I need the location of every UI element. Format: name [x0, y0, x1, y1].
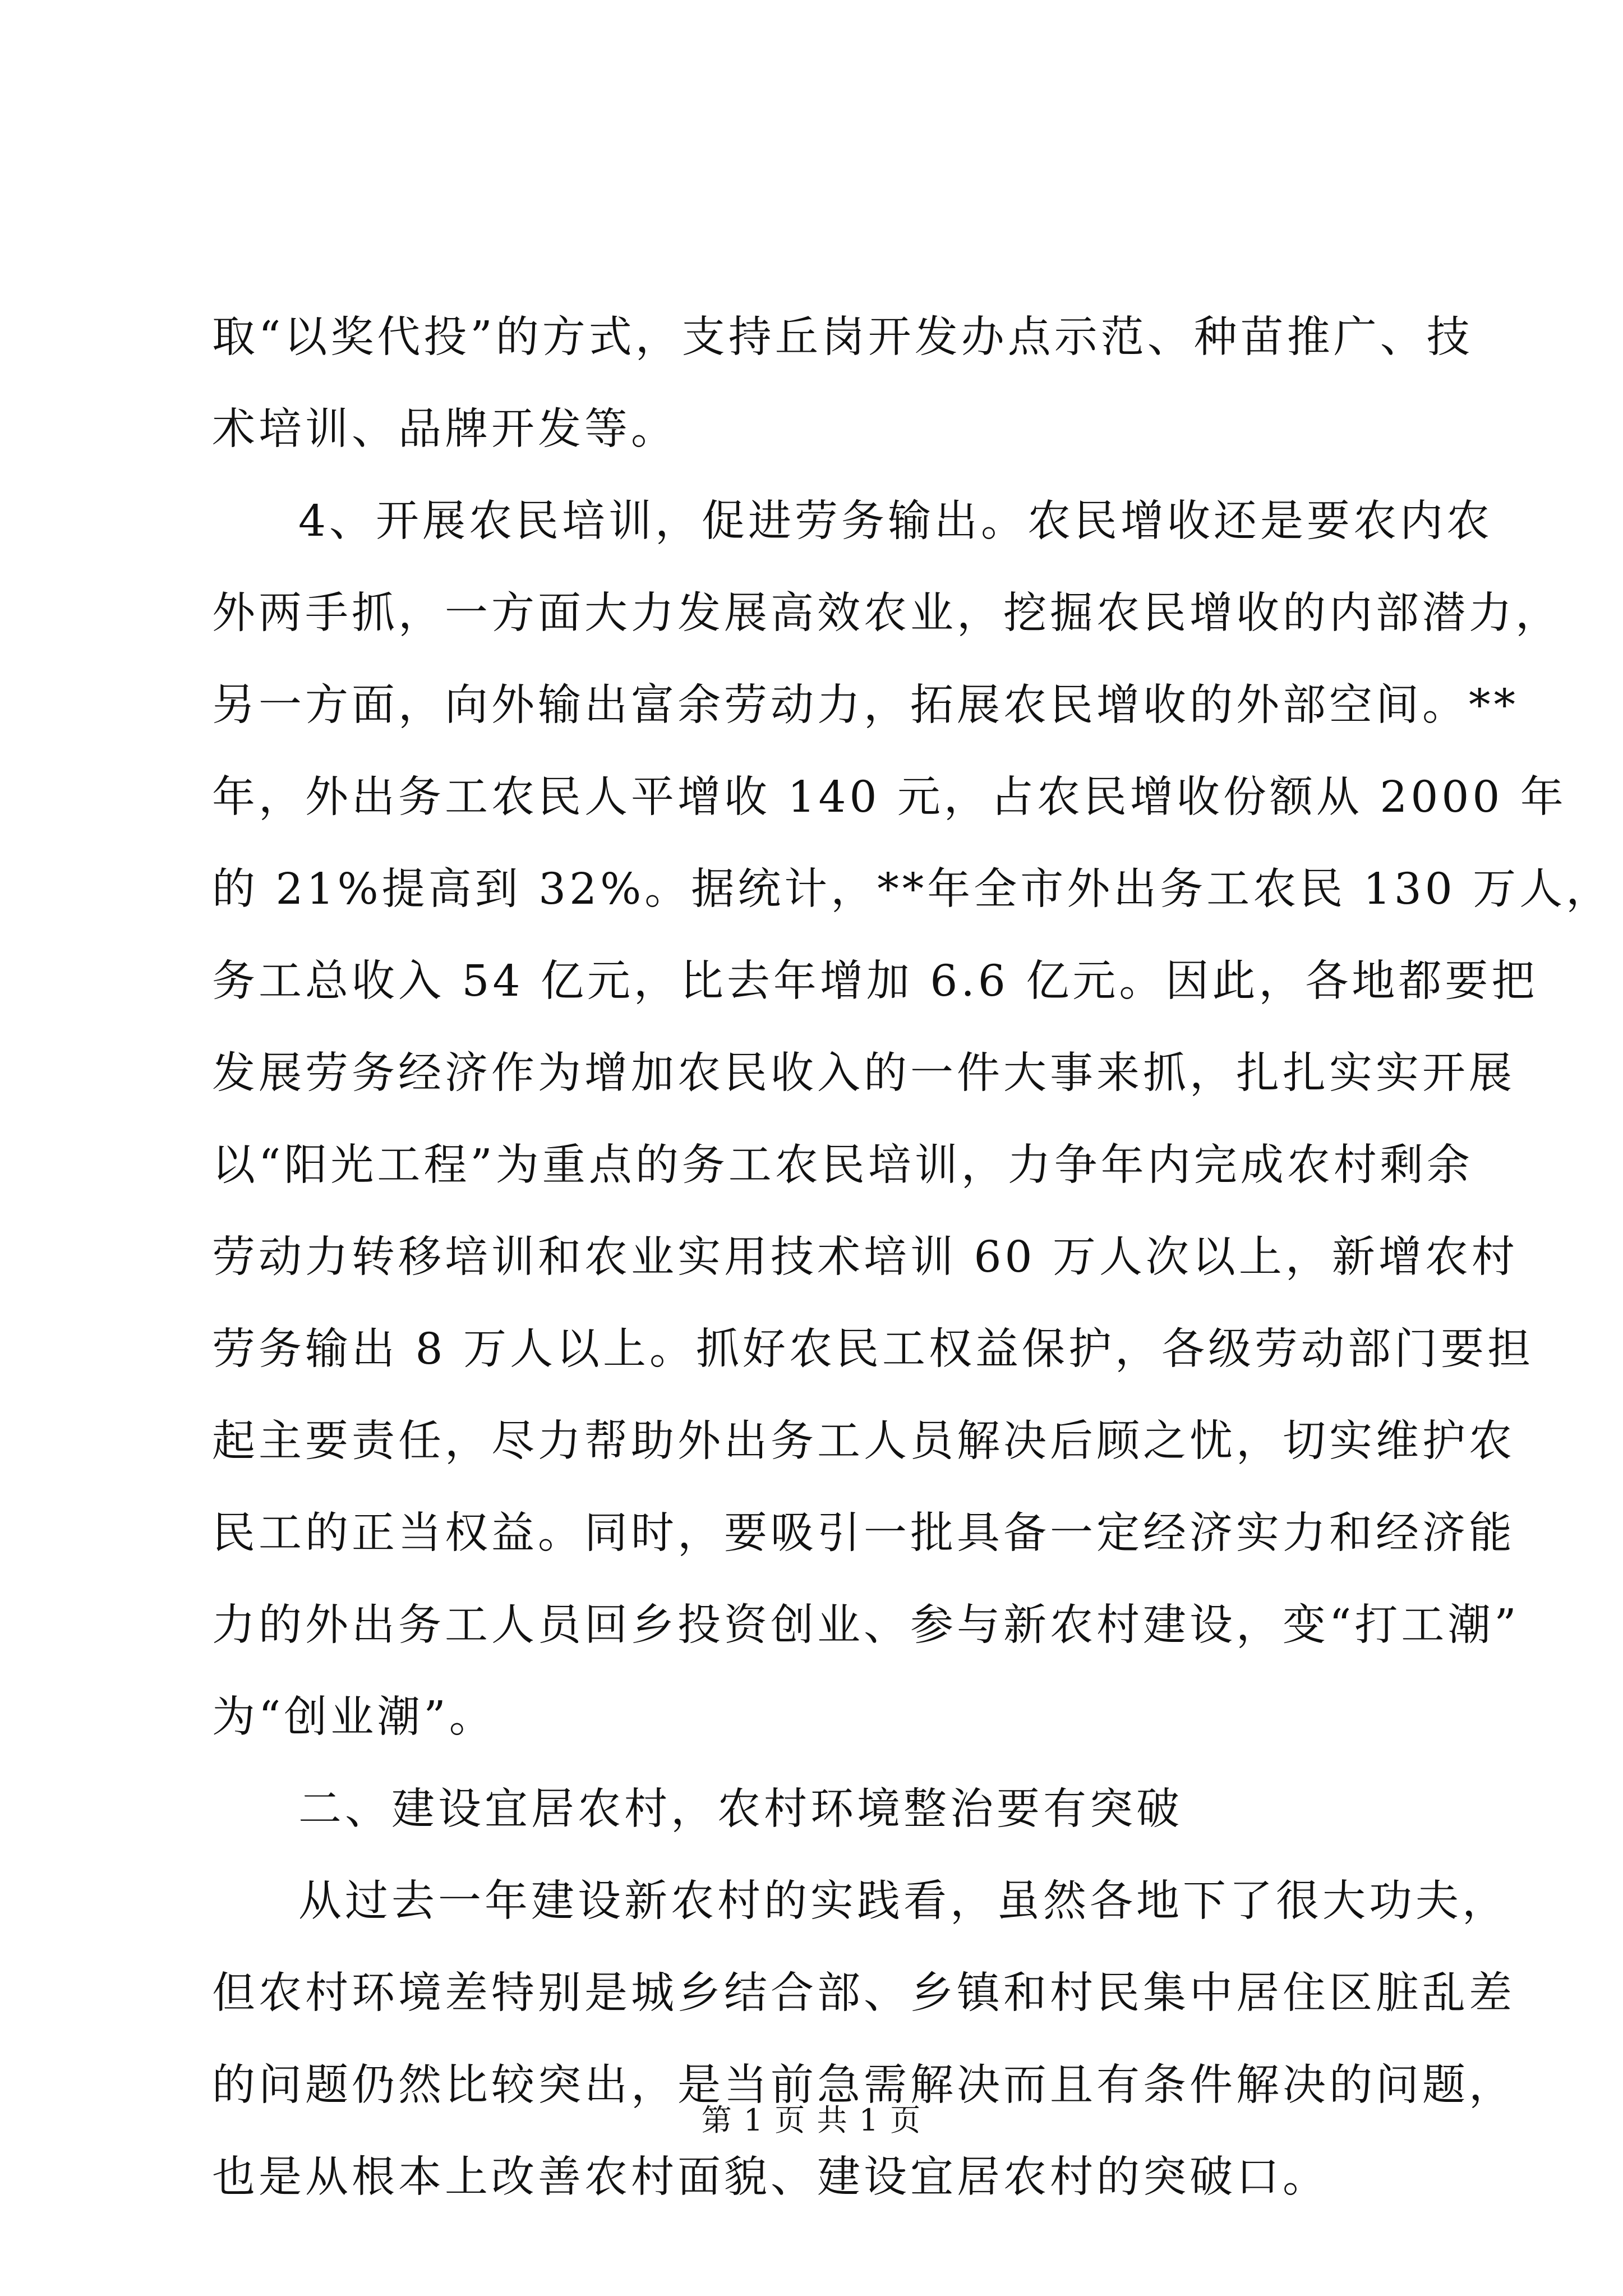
text-line: 外两手抓，一方面大力发展高效农业，挖掘农民增收的内部潜力， — [212, 588, 1562, 638]
text-line: 力的外出务工人员回乡投资创业、参与新农村建设，变“打工潮” — [212, 1600, 1520, 1650]
text-line: 另一方面，向外输出富余劳动力，拓展农民增收的外部空间。** — [212, 680, 1519, 730]
text-line: 劳务输出 8 万人以上。抓好农民工权益保护，各级劳动部门要担 — [212, 1324, 1534, 1374]
text-line: 也是从根本上改善农村面貌、建设宜居农村的突破口。 — [212, 2152, 1329, 2202]
text-line: 4、开展农民培训，促进劳务输出。农民增收还是要农内农 — [298, 496, 1493, 546]
text-line: 从过去一年建设新农村的实践看，虽然各地下了很大功夫， — [298, 1876, 1509, 1926]
text-line: 起主要责任，尽力帮助外出务工人员解决后顾之忧，切实维护农 — [212, 1416, 1515, 1466]
text-line: 的问题仍然比较突出，是当前急需解决而且有条件解决的问题， — [212, 2060, 1515, 2110]
document-body — [212, 292, 1613, 2224]
text-line: 的 21%提高到 32%。据统计，**年全市外出务工农民 130 万人， — [212, 864, 1613, 914]
text-line: 以“阳光工程”为重点的务工农民培训，力争年内完成农村剩余 — [212, 1140, 1473, 1190]
text-line: 为“创业潮”。 — [212, 1692, 496, 1742]
text-line: 务工总收入 54 亿元，比去年增加 6.6 亿元。因此，各地都要把 — [212, 956, 1538, 1006]
text-line: 二、建设宜居农村，农村环境整治要有突破 — [298, 1784, 1183, 1834]
text-line: 术培训、品牌开发等。 — [212, 404, 677, 454]
text-line: 年，外出务工农民人平增收 140 元，占农民增收份额从 2000 年 — [212, 772, 1567, 822]
text-line: 但农村环境差特别是城乡结合部、乡镇和村民集中居住区脏乱差 — [212, 1968, 1515, 2018]
page-footer: 第 1 页 共 1 页 — [701, 2102, 922, 2138]
text-line: 取“以奖代投”的方式，支持丘岗开发办点示范、种苗推广、技 — [212, 312, 1473, 362]
text-line: 劳动力转移培训和农业实用技术培训 60 万人次以上，新增农村 — [212, 1232, 1518, 1282]
text-line: 发展劳务经济作为增加农民收入的一件大事来抓，扎扎实实开展 — [212, 1048, 1515, 1098]
text-line: 民工的正当权益。同时，要吸引一批具备一定经济实力和经济能 — [212, 1508, 1515, 1558]
